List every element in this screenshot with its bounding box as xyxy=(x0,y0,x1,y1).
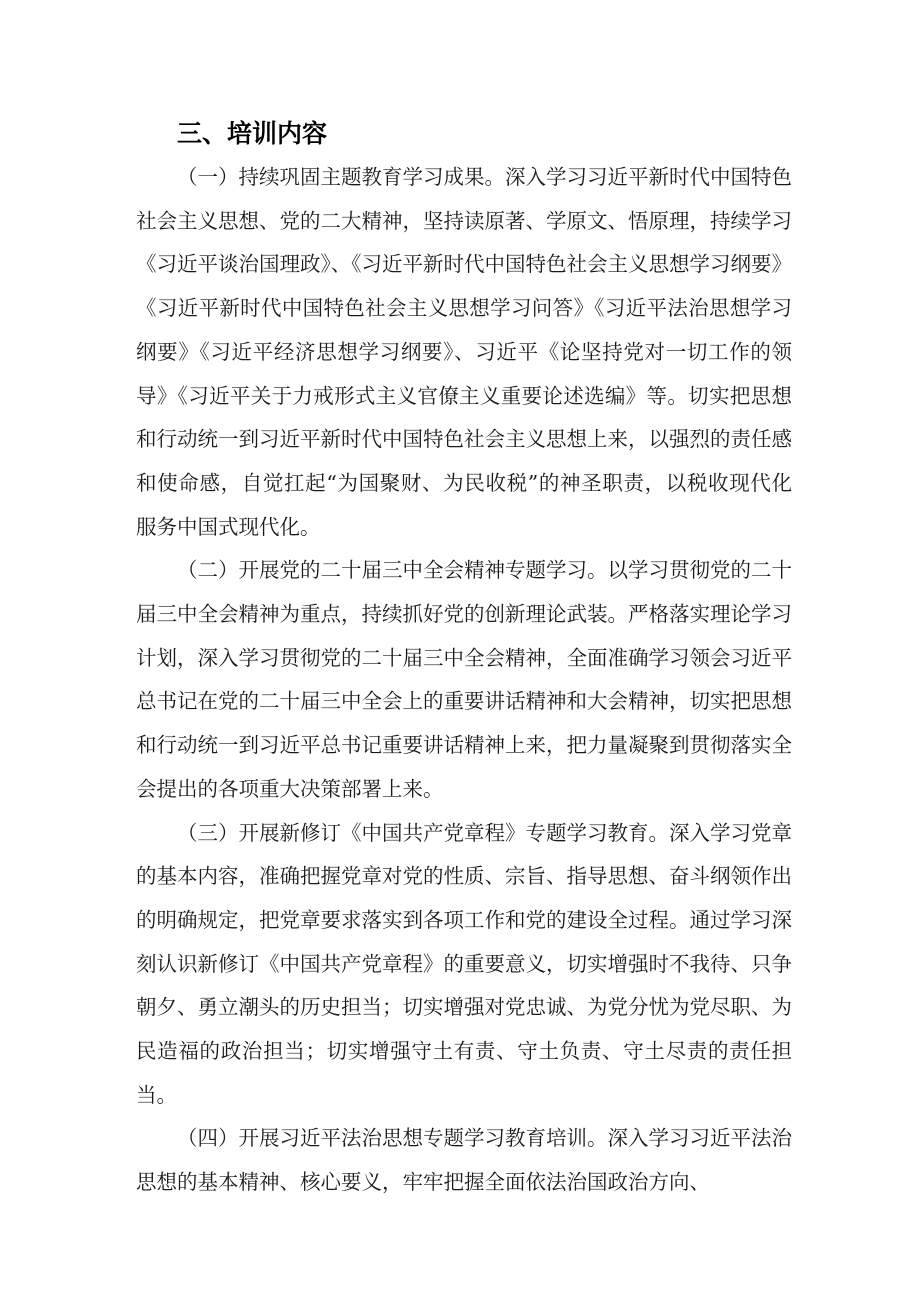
section-heading: 三、培训内容 xyxy=(177,119,328,148)
paragraph-2: （二）开展党的二十届三中全会精神专题学习。以学习贯彻党的二十届三中全会精神为重点，持续抓好党的创新理论武装。严格落实理论学习计划，深入学习贯彻党的二十届三中全会精神，全面准确学习领会习近平总书记在党的二十届三中全会上的重要讲话精神和大会精神，切实把思想和行动统一到习近平总书记重要讲话精神上来，把力量凝聚到贯彻落实全会提出的各项重大决策部署上来。 xyxy=(136,558,792,801)
paragraph-4: （四）开展习近平法治思想专题学习教育培训。深入学习习近平法治思想的基本精神、核心要义，牢牢把握全面依法治国政治方向、 xyxy=(136,1126,792,1195)
paragraph-1: （一）持续巩固主题教育学习成果。深入学习习近平新时代中国特色社会主义思想、党的二大精神，坚持读原著、学原文、悟原理，持续学习《习近平谈治国理政》、《习近平新时代中国特色社会主义思想学习纲要》《习近平新时代中国特色社会主义思想学习问答》《习近平法治思想学习纲要》《习近平经济思想学习纲要》、习近平《论坚持党对一切工作的领导》《习近平关于力戒形式主义官僚主义重要论述选编》等。切实把思想和行动统一到习近平新时代中国特色社会主义思想上来，以强烈的责任感和使命感，自觉扛起“为国聚财、为民收税”的神圣职责，以税收现代化服务中国式现代化。 xyxy=(136,165,792,539)
paragraph-3: （三）开展新修订《中国共产党章程》专题学习教育。深入学习党章的基本内容，准确把握党章对党的性质、宗旨、指导思想、奋斗纲领作出的明确规定，把党章要求落实到各项工作和党的建设全过程。通过学习深刻认识新修订《中国共产党章程》的重要意义，切实增强时不我待、只争朝夕、勇立潮头的历史担当；切实增强对党忠诚、为党分忧为党尽职、为民造福的政治担当；切实增强守土有责、守土负责、守土尽责的责任担当。 xyxy=(136,820,792,1107)
document-body xyxy=(136,112,792,1205)
